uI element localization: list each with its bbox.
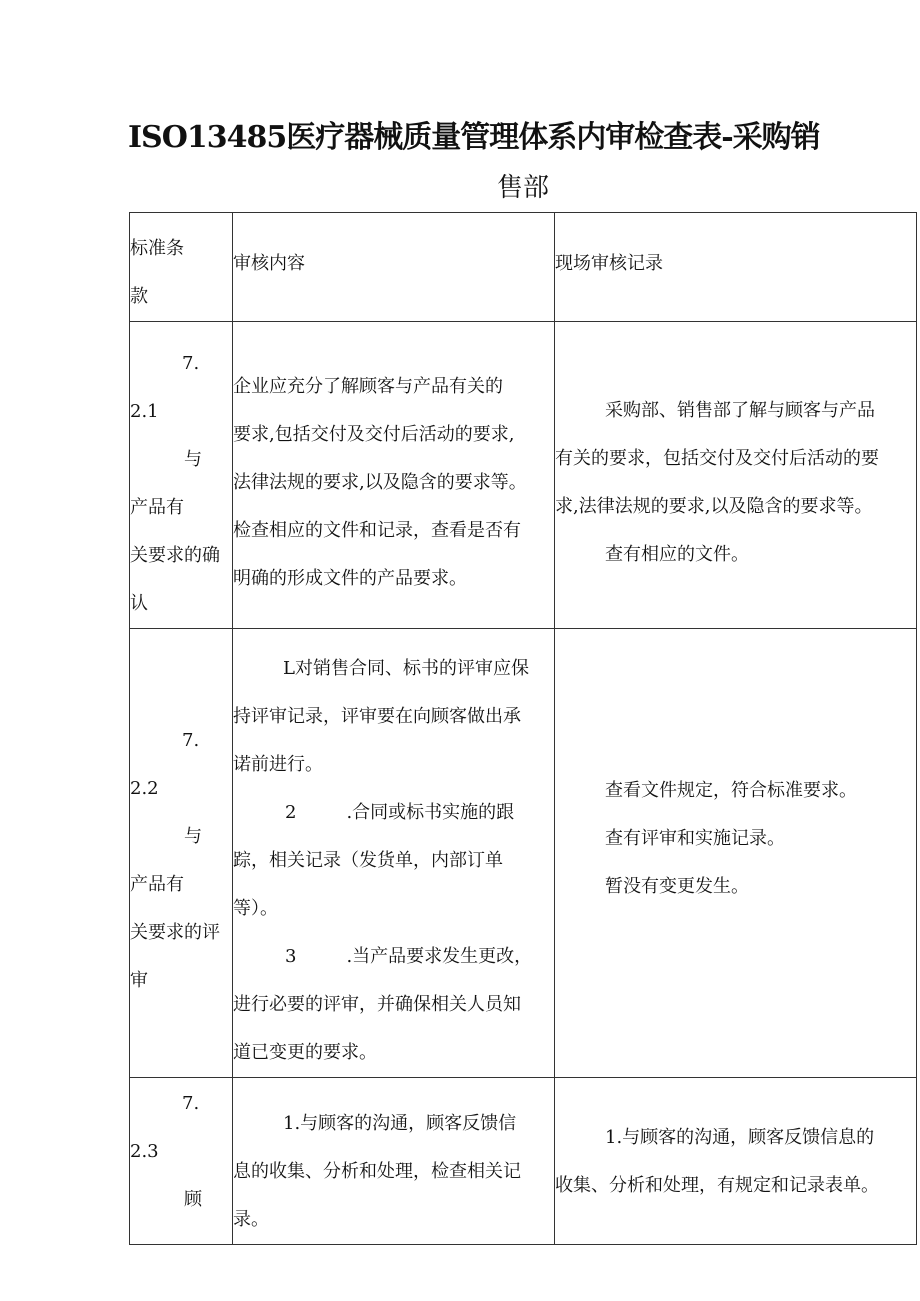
record-line: 查有评审和实施记录。 [605, 828, 785, 849]
clause-line: 与 [184, 449, 202, 470]
table-header-row [130, 213, 917, 322]
content-line: 法律法规的要求,以及隐含的要求等。 [233, 472, 527, 493]
content-cell [233, 322, 555, 629]
content-line: 进行必要的评审，并确保相关人员知 [233, 994, 521, 1015]
header-record-label: 现场审核记录 [555, 253, 663, 274]
content-line: .当产品要求发生更改， [346, 946, 533, 967]
record-line: 查有相应的文件。 [605, 544, 749, 565]
content-number: 2 [285, 802, 297, 823]
clause-line: 2.2 [130, 778, 159, 799]
content-line: 检查相应的文件和记录，查看是否有 [233, 520, 521, 541]
clause-line: 与 [184, 826, 202, 847]
audit-checklist-table [129, 212, 917, 1245]
clause-line: 2.1 [130, 401, 159, 422]
record-line: 暂没有变更发生。 [605, 876, 749, 897]
clause-cell [130, 322, 233, 629]
record-line: 查看文件规定，符合标准要求。 [605, 780, 857, 801]
content-number: 3 [285, 946, 297, 967]
content-line: 踪，相关记录（发货单，内部订单 [233, 850, 503, 871]
clause-line: 产品有 [130, 497, 184, 518]
content-line: 息的收集、分析和处理，检查相关记 [233, 1161, 521, 1182]
header-content-label: 审核内容 [233, 253, 305, 274]
table-row [130, 322, 917, 629]
header-clause [130, 213, 233, 322]
clause-line: 7. [182, 730, 200, 751]
record-cell [555, 322, 917, 629]
header-content [233, 213, 555, 322]
clause-line: 顾 [184, 1189, 202, 1210]
clause-line: 关要求的评 [130, 922, 220, 943]
record-line: 采购部、销售部了解与顾客与产品 [605, 400, 875, 421]
header-record [555, 213, 917, 322]
clause-line: 2.3 [130, 1141, 159, 1162]
content-cell [233, 629, 555, 1078]
content-line: 要求,包括交付及交付后活动的要求, [233, 424, 515, 445]
clause-line: 审 [130, 970, 148, 991]
content-line: 持评审记录，评审要在向顾客做出承 [233, 706, 521, 727]
header-clause-line: 款 [130, 286, 148, 307]
content-line: 明确的形成文件的产品要求。 [233, 568, 467, 589]
table-row [130, 629, 917, 1078]
content-line: .合同或标书实施的跟 [346, 802, 515, 823]
content-cell [233, 1078, 555, 1245]
content-line: 录。 [233, 1209, 269, 1230]
record-line: 有关的要求，包括交付及交付后活动的要 [555, 448, 879, 469]
record-line: 收集、分析和处理，有规定和记录表单。 [555, 1175, 879, 1196]
clause-cell [130, 629, 233, 1078]
record-cell [555, 1078, 917, 1245]
record-line: 1.与顾客的沟通，顾客反馈信息的 [605, 1127, 875, 1148]
document-title-line2: 售部 [497, 173, 550, 203]
record-line: 求,法律法规的要求,以及隐含的要求等。 [555, 496, 873, 517]
clause-line: 关要求的确 [130, 545, 220, 566]
clause-line: 7. [182, 353, 200, 374]
content-line: 企业应充分了解顾客与产品有关的 [233, 376, 503, 397]
clause-cell [130, 1078, 233, 1245]
content-line: 道已变更的要求。 [233, 1042, 377, 1063]
content-line: 诺前进行。 [233, 754, 323, 775]
clause-line: 认 [130, 593, 148, 614]
content-line: L对销售合同、标书的评审应保 [283, 658, 529, 679]
clause-line: 产品有 [130, 874, 184, 895]
content-line: 等）。 [233, 898, 278, 919]
record-cell [555, 629, 917, 1078]
header-clause-line: 标准条 [130, 238, 184, 259]
content-line: 1.与顾客的沟通，顾客反馈信 [283, 1113, 517, 1134]
clause-line: 7. [182, 1093, 200, 1114]
table-row [130, 1078, 917, 1245]
document-title-line1: ISO13485医疗器械质量管理体系内审检查表-采购销 [128, 120, 820, 155]
